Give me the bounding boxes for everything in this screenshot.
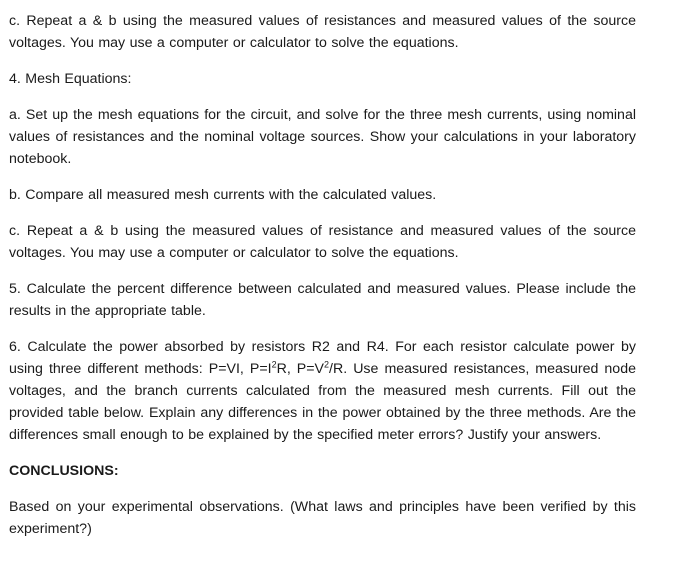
power-superscript-1: 2 (271, 359, 277, 370)
paragraph-mesh-setup: a. Set up the mesh equations for the circuit, and solve for the three mesh currents, using nominal values of resistances and the nominal voltage sources. Show your calculations in your laboratory notebook. (9, 107, 636, 167)
paragraph-repeat-mesh: c. Repeat a & b using the measured values of resistance and measured values of the source voltages. You may use a computer or calculator to solve the equations. (9, 223, 636, 261)
power-text-c: /R. Use measured resistances, measured node voltages, and the branch currents calculated from the measured mesh currents. Fill out the provided table below. Explain any differences in the power obtained by the three methods. Are the differences small enough to be explained by the specified meter errors? Justify your answers. (9, 361, 636, 443)
section-mesh-equations: 4. Mesh Equations: (9, 71, 132, 87)
paragraph-power-absorbed (9, 336, 636, 446)
paragraph-compare-mesh: b. Compare all measured mesh currents with the calculated values. (9, 187, 437, 203)
power-text-b: R, P=V (276, 361, 325, 377)
paragraph-percent-difference: 5. Calculate the percent difference between calculated and measured values. Please include the results in the appropriate table. (9, 281, 636, 319)
power-superscript-2: 2 (324, 359, 330, 370)
paragraph-repeat-node: c. Repeat a & b using the measured values of resistances and measured values of the source voltages. You may use a computer or calculator to solve the equations. (9, 13, 636, 51)
conclusions-heading: CONCLUSIONS: (9, 463, 119, 479)
power-text-a: 6. Calculate the power absorbed by resistors R2 and R4. For each resistor calculate power by using three different methods: P=VI, P=I (9, 339, 636, 377)
paragraph-conclusions: Based on your experimental observations. (What laws and principles have been verified by this experiment?) (9, 499, 636, 537)
